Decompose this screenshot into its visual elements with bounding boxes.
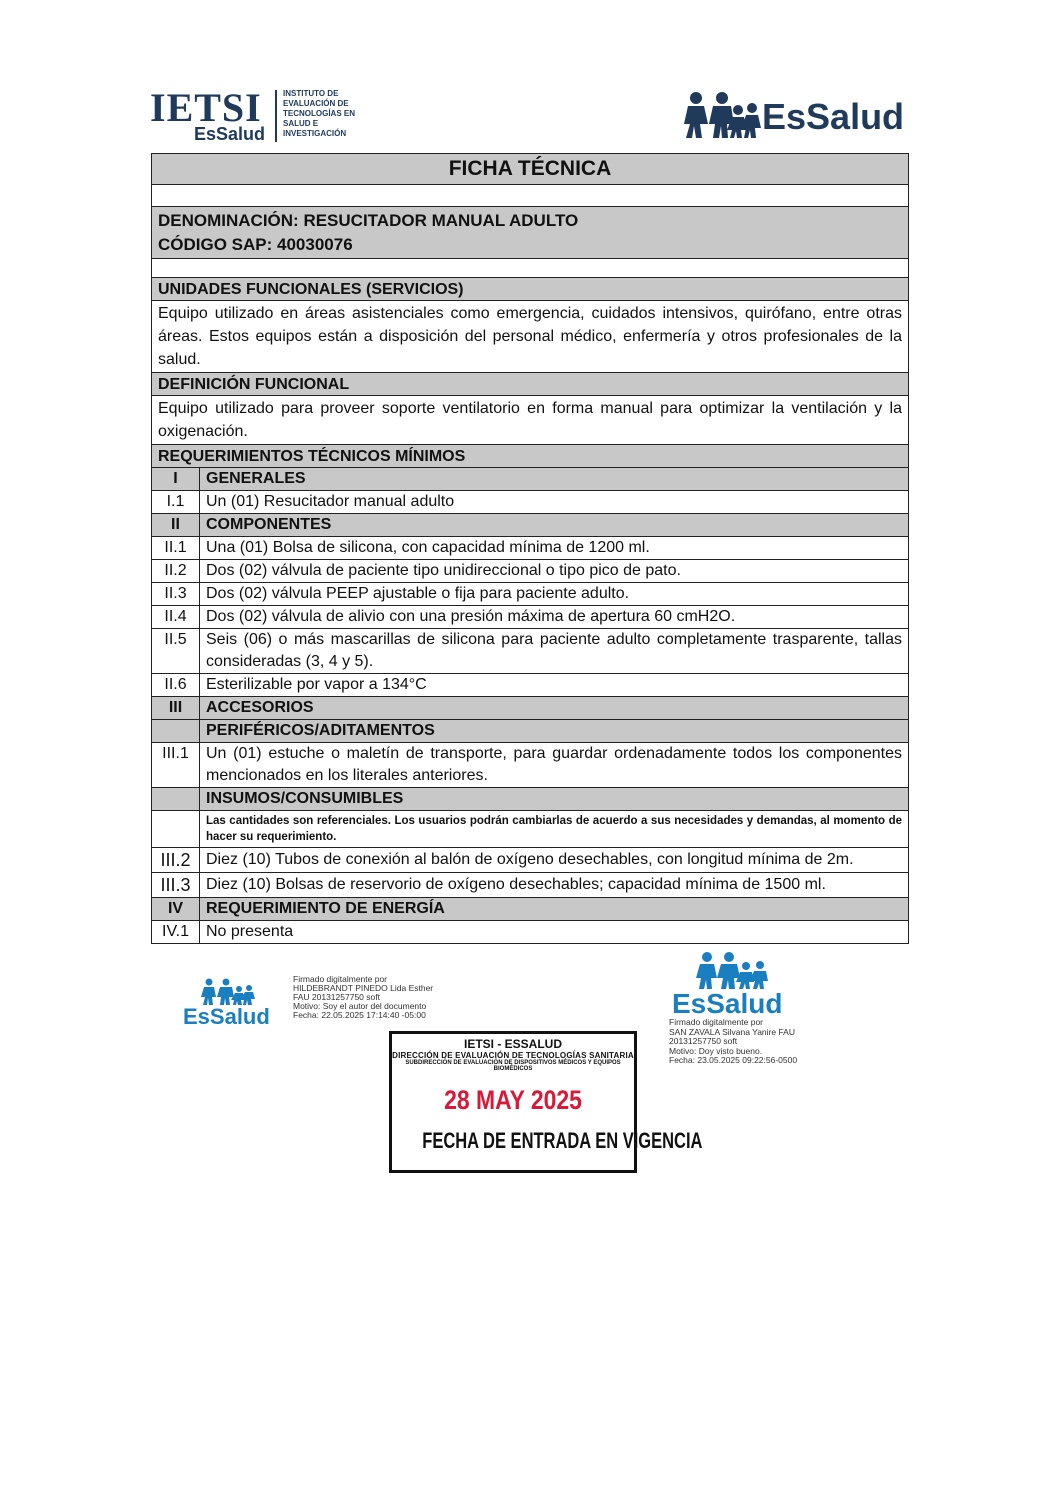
table-row [152, 468, 908, 491]
row-label: ACCESORIOS [206, 699, 314, 716]
table-row [152, 898, 908, 921]
signature-logo-word: EsSalud [183, 1004, 270, 1029]
row-text: Esterilizable por vapor a 134°C [206, 676, 427, 693]
row-number-empty [152, 720, 200, 742]
row-number-empty [152, 788, 200, 810]
essalud-logo [682, 90, 908, 140]
family-icon [696, 952, 776, 990]
table-row [152, 848, 908, 873]
table-row [152, 583, 908, 606]
row-text: Dos (02) válvula de paciente tipo unidireccional o tipo pico de pato. [206, 562, 681, 579]
row-number: IV.1 [152, 921, 200, 943]
signature-logo-word: EsSalud [672, 988, 783, 1019]
unidades-text: Equipo utilizado en áreas asistenciales como emergencia, cuidados intensivos, quirófano, entre otras áreas. Estos equipos están a disposición del personal médico, enfermería y otros profesionales de la salud. [152, 301, 908, 373]
row-label: REQUERIMIENTO DE ENERGÍA [206, 900, 445, 917]
signature-logo-right [672, 952, 783, 1019]
ietsi-logo-word: IETSI [150, 85, 262, 130]
sap-code: CÓDIGO SAP: 40030076 [158, 234, 353, 254]
row-number: III [152, 697, 200, 719]
row-number: II [152, 514, 200, 536]
row-number: II.4 [152, 606, 200, 628]
row-text: Dos (02) válvula PEEP ajustable o fija para paciente adulto. [206, 585, 630, 602]
section-header-unidades: UNIDADES FUNCIONALES (SERVICIOS) [152, 278, 908, 301]
table-row [152, 629, 908, 674]
table-row [152, 537, 908, 560]
ietsi-logo-sub: EsSalud [194, 124, 266, 144]
sheet-title: FICHA TÉCNICA [152, 154, 908, 185]
denomination-block [152, 207, 908, 259]
section-header-requerimientos: REQUERIMIENTOS TÉCNICOS MÍNIMOS [152, 445, 908, 468]
table-row [152, 921, 908, 943]
row-number: II.3 [152, 583, 200, 605]
row-text: Diez (10) Tubos de conexión al balón de oxígeno desechables, con longitud mínima de 2m. [206, 851, 854, 868]
denomination: DENOMINACIÓN: RESUCITADOR MANUAL ADULTO [158, 210, 579, 230]
ietsi-institute-name: INSTITUTO DE EVALUACIÓN DE TECNOLOGÍAS EN SALUD E INVESTIGACIÓN [283, 89, 356, 138]
table-row [152, 606, 908, 629]
table-row [152, 743, 908, 788]
digital-signature-right: Firmado digitalmente por SAN ZAVALA Silvana Yanire FAU 20131257750 soft Motivo: Doy visto bueno. Fecha: 23.05.2025 09:22:56-0500 [669, 1017, 798, 1065]
signature-logo-left [183, 978, 270, 1029]
section-header-definicion: DEFINICIÓN FUNCIONAL [152, 373, 908, 396]
row-number: II.6 [152, 674, 200, 696]
row-number: III.1 [152, 743, 200, 787]
row-number-empty [152, 811, 200, 847]
row-label: COMPONENTES [206, 516, 332, 533]
row-number: II.5 [152, 629, 200, 673]
table-row [152, 560, 908, 583]
stamp-org: IETSI - ESSALUD [463, 1037, 562, 1051]
technical-sheet [151, 153, 909, 944]
table-row [152, 720, 908, 743]
table-row [152, 788, 908, 811]
table-row [152, 514, 908, 537]
row-number: I.1 [152, 491, 200, 513]
table-row [152, 697, 908, 720]
stamp-label: FECHA DE ENTRADA EN VIGENCIA [422, 1128, 703, 1153]
table-row [152, 674, 908, 697]
row-number: II.1 [152, 537, 200, 559]
logo-divider [275, 90, 277, 142]
ietsi-logo [150, 85, 370, 144]
spacer-row [152, 259, 908, 278]
row-label: PERIFÉRICOS/ADITAMENTOS [206, 722, 435, 739]
row-text: Una (01) Bolsa de silicona, con capacidad mínima de 1200 ml. [206, 539, 650, 556]
row-text: No presenta [206, 923, 294, 940]
spacer-row [152, 185, 908, 207]
row-text: Un (01) estuche o maletín de transporte, para guardar ordenadamente todos los componentes mencionados en los literales anteriores. [206, 745, 902, 784]
digital-signature-left: Firmado digitalmente por HILDEBRANDT PINEDO Lida Esther FAU 20131257750 soft Motivo: Soy el autor del documento Fecha: 22.05.2025 17:14:40 -05:00 [293, 974, 434, 1020]
row-number: II.2 [152, 560, 200, 582]
row-text: Seis (06) o más mascarillas de silicona para paciente adulto completamente trasparente, tallas consideradas (3, 4 y 5). [206, 631, 902, 670]
insumos-note: Las cantidades son referenciales. Los usuarios podrán cambiarlas de acuerdo a sus necesidades y demandas, al momento de hacer su requerimiento. [206, 815, 902, 843]
row-text: Diez (10) Bolsas de reservorio de oxígeno desechables; capacidad mínima de 1500 ml. [206, 876, 826, 893]
essalud-logo-word: EsSalud [762, 96, 905, 137]
definicion-text: Equipo utilizado para proveer soporte ventilatorio en forma manual para optimizar la ventilación y la oxigenación. [152, 396, 908, 445]
stamp-subdirection: SUBDIRECCIÓN DE EVALUACIÓN DE DISPOSITIVOS MÉDICOS Y EQUIPOS BIOMÉDICOS [405, 1060, 621, 1072]
row-number: III.3 [152, 873, 200, 897]
row-label: INSUMOS/CONSUMIBLES [206, 790, 404, 807]
table-row [152, 491, 908, 514]
family-icon [201, 978, 261, 1006]
table-row [152, 811, 908, 848]
family-icon [682, 90, 762, 140]
table-row [152, 873, 908, 898]
row-number: III.2 [152, 848, 200, 872]
validity-stamp [389, 1031, 703, 1173]
row-text: Un (01) Resucitador manual adulto [206, 493, 455, 510]
stamp-direction: DIRECCIÓN DE EVALUACIÓN DE TECNOLOGÍAS SANITARIA [392, 1051, 634, 1060]
row-text: Dos (02) válvula de alivio con una presión máxima de apertura 60 cmH2O. [206, 608, 736, 625]
row-label: GENERALES [206, 470, 306, 487]
row-number: I [152, 468, 200, 490]
row-number: IV [152, 898, 200, 920]
stamp-date: 28 MAY 2025 [444, 1085, 582, 1115]
